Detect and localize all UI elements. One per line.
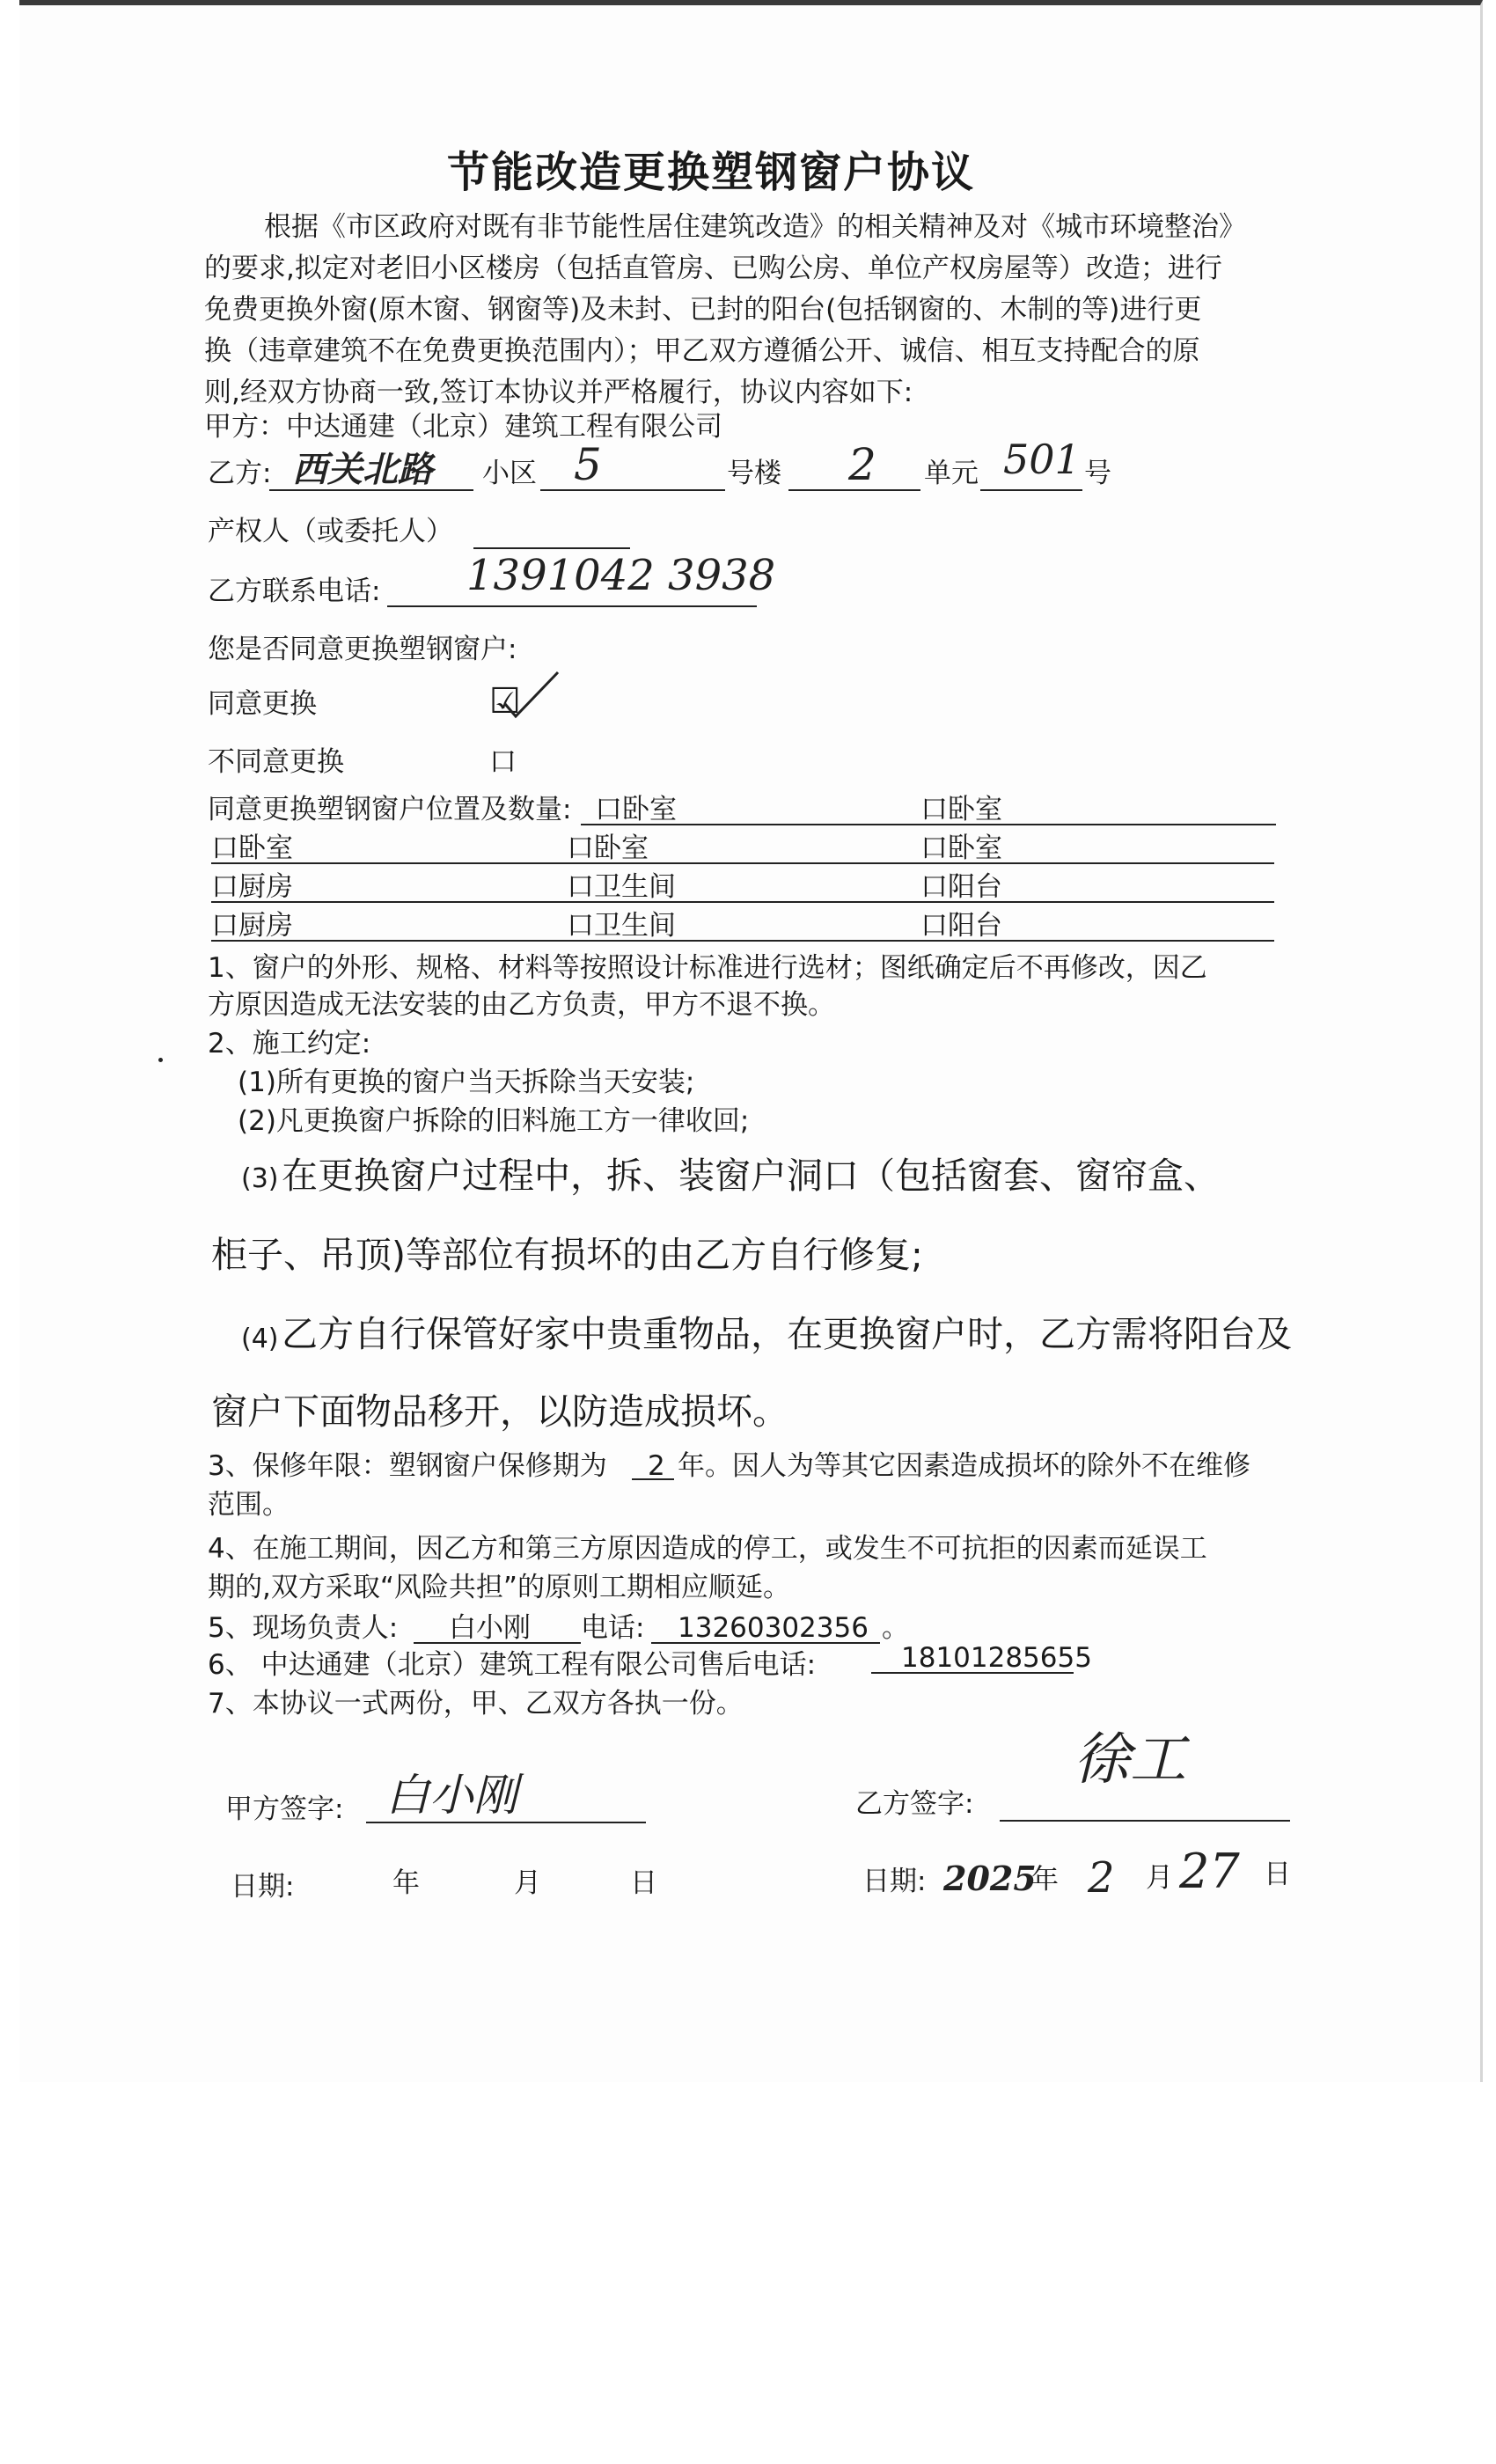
intro-line: 根据《市区政府对既有非节能性居住建筑改造》的相关精神及对《城市环境整治》 — [264, 211, 1246, 243]
clause-3-suffix: 年。因人为等其它因素造成损坏的除外不在维修 — [678, 1450, 1250, 1482]
room-option[interactable]: 口卫生间 — [567, 910, 676, 942]
document-title: 节能改造更换塑钢窗户协议 — [447, 148, 976, 197]
underline — [871, 1672, 1074, 1674]
underline — [211, 940, 1274, 942]
clause-1-line: 方原因造成无法安装的由乙方负责，甲方不退不换。 — [208, 989, 835, 1021]
party-b-street: 西关北路 — [292, 449, 433, 490]
room-option[interactable]: 口阳台 — [920, 910, 1002, 942]
agree-checkbox[interactable]: ☑ — [489, 681, 521, 722]
party-b-month-label: 月 — [1146, 1862, 1173, 1894]
unit-number: 2 — [848, 439, 876, 490]
disagree-label: 不同意更换 — [208, 746, 344, 778]
room-number: 501 — [1003, 436, 1081, 483]
underline — [788, 489, 920, 491]
party-b-date-label: 日期: — [862, 1866, 927, 1897]
clause-5-phone-label: 电话: — [581, 1612, 645, 1644]
underline — [632, 1478, 674, 1480]
clause-4-line: 期的,双方采取“风险共担”的原则工期相应顺延。 — [208, 1572, 790, 1603]
scan-speck — [158, 1058, 163, 1062]
owner-label: 产权人（或委托人） — [208, 516, 453, 547]
room-label: 号 — [1084, 458, 1111, 489]
unit-label: 单元 — [924, 458, 979, 489]
underline — [414, 1642, 581, 1644]
intro-line: 的要求,拟定对老旧小区楼房（包括直管房、已购公房、单位产权房屋等）改造；进行 — [204, 253, 1222, 284]
underline — [651, 1642, 880, 1644]
warranty-years: 2 — [648, 1450, 665, 1482]
party-a-year-label: 年 — [392, 1867, 420, 1899]
party-a-month-label: 月 — [514, 1867, 541, 1899]
party-a-signature: 白小刚 — [385, 1770, 517, 1821]
clause-4-line: 4、在施工期间，因乙方和第三方原因造成的停工，或发生不可抗拒的因素而延误工 — [208, 1533, 1207, 1565]
underline — [980, 489, 1082, 491]
room-option[interactable]: 口卧室 — [920, 832, 1002, 864]
room-option[interactable]: 口卧室 — [920, 794, 1002, 825]
party-b-signature: 徐工 — [1074, 1727, 1186, 1793]
room-option[interactable]: 口卧室 — [567, 832, 649, 864]
rooms-intro: 同意更换塑钢窗户位置及数量: — [208, 794, 572, 825]
after-sales-phone: 18101285655 — [901, 1642, 1092, 1674]
clause-5-label: 5、现场负责人: — [208, 1612, 399, 1644]
owner-field-underline — [473, 547, 630, 549]
room-option[interactable]: 口卫生间 — [567, 871, 676, 903]
clause-6-label: 6、 中达通建（北京）建筑工程有限公司售后电话: — [208, 1649, 817, 1681]
phone-label: 乙方联系电话: — [208, 576, 381, 607]
clause-5-end: 。 — [882, 1612, 909, 1644]
clause-2-item: (2)凡更换窗户拆除的旧料施工方一律收回; — [238, 1105, 750, 1137]
party-b-year: 2025 — [943, 1859, 1037, 1898]
clause-2-4-text: 窗户下面物品移开，以防造成损坏。 — [211, 1390, 788, 1433]
check-mark-icon — [502, 669, 563, 722]
agree-label: 同意更换 — [208, 688, 317, 720]
disagree-checkbox[interactable]: 口 — [489, 746, 517, 778]
clause-2-3-number: (3) — [241, 1163, 279, 1194]
clause-3-line: 范围。 — [208, 1489, 290, 1521]
underline — [269, 489, 473, 491]
intro-line: 则,经双方协商一致,签订本协议并严格履行，协议内容如下: — [204, 377, 913, 408]
room-option[interactable]: 口卧室 — [211, 832, 293, 864]
clause-2-3-text: 在更换窗户过程中，拆、装窗户洞口（包括窗套、窗帘盒、 — [282, 1155, 1220, 1197]
underline — [1000, 1820, 1290, 1822]
underline — [211, 862, 1274, 864]
party-b-sign-label: 乙方签字: — [855, 1788, 974, 1820]
clause-2-4-number: (4) — [241, 1324, 279, 1354]
party-b-year-label: 年 — [1031, 1864, 1059, 1896]
underline — [211, 901, 1274, 903]
site-manager-phone: 13260302356 — [678, 1612, 869, 1644]
party-b-month: 2 — [1088, 1853, 1115, 1903]
clause-2-4-text: 乙方自行保管好家中贵重物品，在更换窗户时，乙方需将阳台及 — [282, 1313, 1292, 1355]
clause-2-title: 2、施工约定: — [208, 1028, 371, 1060]
party-b-label: 乙方: — [208, 458, 272, 489]
room-option[interactable]: 口卧室 — [595, 794, 677, 825]
question: 您是否同意更换塑钢窗户: — [208, 634, 517, 665]
underline — [540, 489, 725, 491]
clause-3-prefix: 3、保修年限：塑钢窗户保修期为 — [208, 1450, 607, 1482]
party-a-date-label: 日期: — [231, 1871, 295, 1903]
party-a-day-label: 日 — [630, 1867, 657, 1899]
clause-2-3-text: 柜子、吊顶)等部位有损坏的由乙方自行修复; — [211, 1234, 923, 1276]
building-label: 号楼 — [727, 458, 781, 489]
room-option[interactable]: 口阳台 — [920, 871, 1002, 903]
intro-line: 换（违章建筑不在免费更换范围内）；甲乙双方遵循公开、诚信、相互支持配合的原 — [204, 335, 1200, 367]
district-label: 小区 — [482, 458, 537, 489]
room-option[interactable]: 口厨房 — [211, 910, 293, 942]
phone-value: 1391042 3938 — [466, 551, 776, 600]
clause-2-item: (1)所有更换的窗户当天拆除当天安装; — [238, 1067, 695, 1098]
underline — [387, 605, 757, 607]
party-b-day: 27 — [1179, 1844, 1240, 1899]
site-manager-name: 白小刚 — [449, 1612, 531, 1644]
party-a-sign-label: 甲方签字: — [225, 1793, 344, 1825]
room-option[interactable]: 口厨房 — [211, 871, 293, 903]
party-b-day-label: 日 — [1264, 1859, 1291, 1890]
intro-line: 免费更换外窗(原木窗、钢窗等)及未封、已封的阳台(包括钢窗的、木制的等)进行更 — [204, 294, 1202, 326]
underline — [366, 1822, 646, 1823]
party-a: 甲方：中达通建（北京）建筑工程有限公司 — [204, 411, 722, 443]
clause-7: 7、本协议一式两份，甲、乙双方各执一份。 — [208, 1688, 744, 1720]
underline — [581, 824, 1276, 825]
clause-1-line: 1、窗户的外形、规格、材料等按照设计标准进行选材；图纸确定后不再修改，因乙 — [208, 952, 1207, 984]
building-number: 5 — [574, 439, 602, 490]
